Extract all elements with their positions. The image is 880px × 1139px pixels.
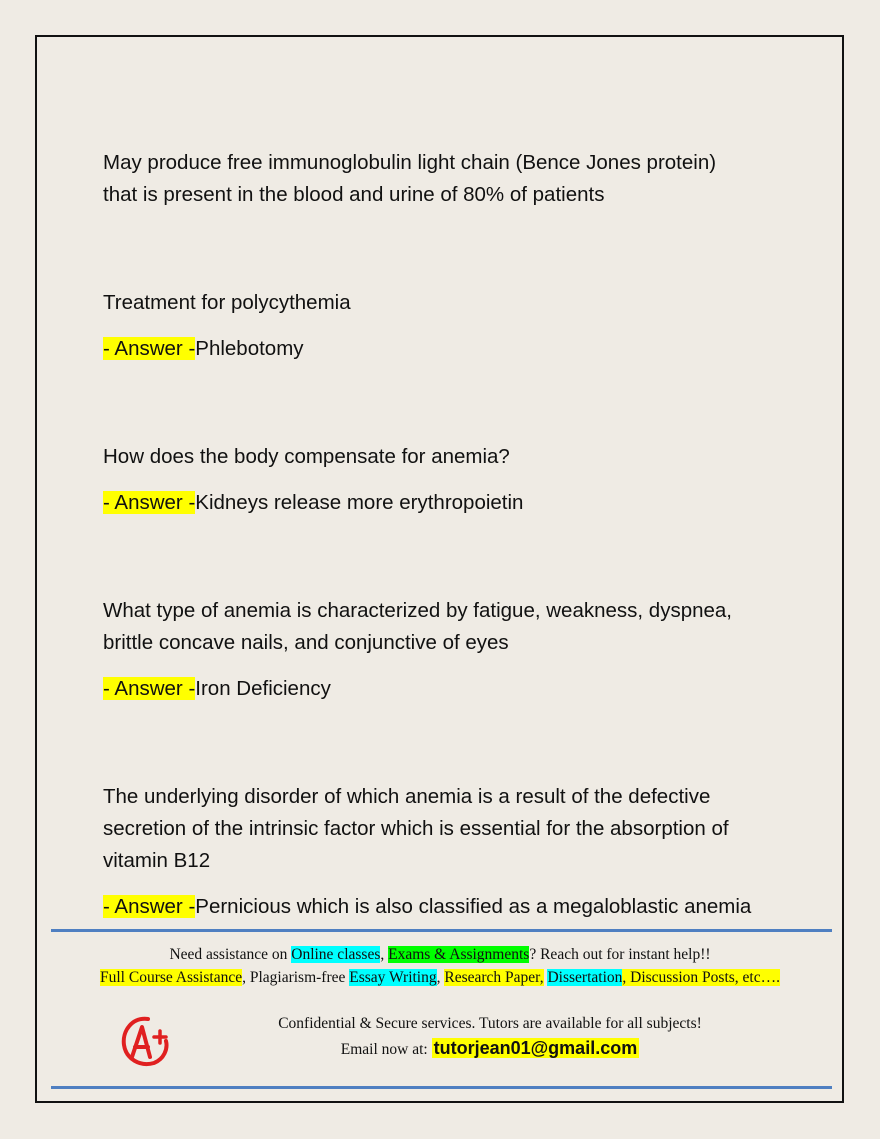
answer-prefix: - Answer -: [103, 895, 196, 918]
footer-text: ,: [436, 969, 445, 986]
answer-prefix: - Answer -: [103, 677, 196, 700]
footer-assistance-line: [40, 944, 840, 966]
dissertation-label: Dissertation: [547, 969, 623, 986]
answer-text: Phlebotomy: [195, 337, 304, 360]
answer-prefix: - Answer -: [103, 337, 196, 360]
qa-item-compensation: [103, 441, 803, 519]
full-course-label: Full Course Assistance: [100, 969, 243, 986]
question-line: brittle concave nails, and conjunctive of eyes: [103, 631, 509, 654]
answer-text: Kidneys release more erythropoietin: [195, 491, 524, 514]
question: [103, 595, 803, 659]
footer-text: Need assistance on: [169, 946, 292, 963]
answer: [103, 333, 803, 365]
email-label: Email now at:: [340, 1041, 432, 1058]
answer: [103, 487, 803, 519]
answer: [103, 673, 803, 705]
footer-rule-bottom: [51, 1086, 832, 1089]
question: [103, 781, 803, 877]
question-line: What type of anemia is characterized by fatigue, weakness, dyspnea,: [103, 599, 733, 622]
intro-paragraph: [103, 147, 803, 211]
answer-text: Iron Deficiency: [195, 677, 331, 700]
footer-rule-top: [51, 929, 832, 932]
footer-text: ? Reach out for instant help!!: [529, 946, 711, 963]
answer-text: Pernicious which is also classified as a megaloblastic anemia: [195, 895, 752, 918]
research-paper-label: Research Paper,: [444, 969, 544, 986]
answer-prefix: - Answer -: [103, 491, 196, 514]
qa-item-anemia-type: [103, 595, 803, 705]
question-line: secretion of the intrinsic factor which is essential for the absorption of: [103, 817, 729, 840]
question-line: The underlying disorder of which anemia is a result of the defective: [103, 785, 711, 808]
question-line: How does the body compensate for anemia?: [103, 445, 510, 468]
question-line: vitamin B12: [103, 849, 211, 872]
exams-assignments-label: Exams & Assignments: [388, 946, 530, 963]
essay-writing-label: Essay Writing: [349, 969, 437, 986]
question-line: Treatment for polycythemia: [103, 291, 351, 314]
footer-text: ,: [380, 946, 389, 963]
intro-line: that is present in the blood and urine of 80% of patients: [103, 183, 605, 206]
qa-item-polycythemia: [103, 287, 803, 365]
footer-confidential-line: Confidential & Secure services. Tutors are available for all subjects!: [278, 1015, 702, 1032]
footer-text: , Plagiarism-free: [242, 969, 350, 986]
email-link[interactable]: tutorjean01@gmail.com: [433, 1038, 638, 1058]
footer-services-line: [40, 967, 840, 989]
question: [103, 441, 803, 473]
document-body: [103, 147, 803, 923]
question: [103, 287, 803, 319]
footer-text: ,: [622, 969, 631, 986]
discussion-posts-label: Discussion Posts, etc….: [630, 969, 780, 986]
footer-email-line: [100, 1037, 880, 1061]
online-classes-label: Online classes: [291, 946, 381, 963]
intro-line: May produce free immunoglobulin light chain (Bence Jones protein): [103, 151, 717, 174]
qa-item-intrinsic-factor: [103, 781, 803, 923]
answer: [103, 891, 803, 923]
